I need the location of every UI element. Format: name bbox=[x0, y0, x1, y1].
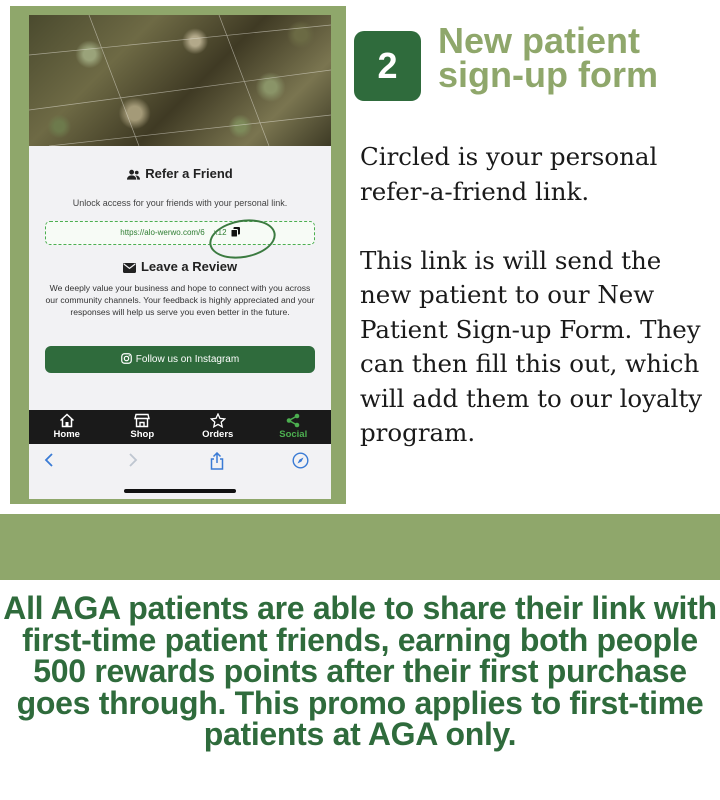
trellis-net-lines bbox=[29, 15, 331, 146]
instagram-icon bbox=[121, 353, 132, 364]
step-description bbox=[360, 140, 710, 485]
instagram-button-label: Follow us on Instagram bbox=[135, 354, 240, 365]
share-icon bbox=[285, 413, 301, 428]
tab-shop-label: Shop bbox=[130, 429, 155, 440]
tab-home-label: Home bbox=[53, 429, 80, 440]
phone-screen bbox=[29, 15, 331, 499]
tab-orders-label: Orders bbox=[202, 429, 234, 440]
back-icon[interactable] bbox=[43, 452, 55, 468]
referral-link-text: https://alo-werwo.com/6 x12 bbox=[120, 228, 227, 237]
step-title-line2: sign-up form bbox=[438, 54, 658, 95]
tab-orders[interactable] bbox=[180, 410, 256, 444]
divider-band bbox=[0, 514, 720, 580]
tab-shop[interactable] bbox=[105, 410, 181, 444]
refer-a-friend-heading bbox=[29, 166, 331, 181]
tab-social[interactable] bbox=[256, 410, 332, 444]
shop-icon bbox=[134, 413, 150, 428]
step-paragraph-2: This link is will send the new patient to our New Patient Sign-up Form. They can then fill this out, which will add them to our loyalty program. bbox=[360, 245, 703, 447]
refer-subtitle: Unlock access for your friends with your personal link. bbox=[72, 198, 288, 208]
step-number-badge: 2 bbox=[354, 31, 421, 101]
review-description: We deeply value your business and hope to connect with you across our community channels. Your feedback is highly appreciated and your responses will help us serve you even better in the future. bbox=[45, 283, 315, 317]
review-title-text: Leave a Review bbox=[140, 259, 238, 274]
envelope-icon bbox=[123, 263, 136, 273]
star-icon bbox=[210, 413, 226, 428]
step-paragraph-1: Circled is your personal refer-a-friend link. bbox=[360, 142, 658, 206]
compass-icon[interactable] bbox=[292, 452, 309, 469]
share-sheet-icon[interactable] bbox=[209, 452, 225, 470]
tab-home[interactable] bbox=[29, 410, 105, 444]
follow-instagram-button[interactable] bbox=[45, 346, 315, 373]
forward-icon[interactable] bbox=[127, 452, 139, 468]
phone-screenshot-frame bbox=[10, 6, 346, 504]
users-icon bbox=[127, 169, 140, 180]
step-title bbox=[438, 20, 718, 95]
home-indicator bbox=[124, 489, 236, 493]
tab-social-label: Social bbox=[279, 429, 308, 440]
bottom-tab-bar bbox=[29, 410, 331, 444]
leave-a-review-heading bbox=[29, 259, 331, 274]
home-icon bbox=[59, 413, 75, 428]
promo-text: All AGA patients are able to share their link with first-time patient friends, earning both people 500 rewards points after their first purchase goes through. This promo applies to first-time patients at AGA only. bbox=[3, 590, 717, 752]
step-title-line1: New patient bbox=[438, 20, 641, 61]
browser-toolbar bbox=[29, 444, 331, 499]
refer-title-text: Refer a Friend bbox=[145, 166, 233, 181]
